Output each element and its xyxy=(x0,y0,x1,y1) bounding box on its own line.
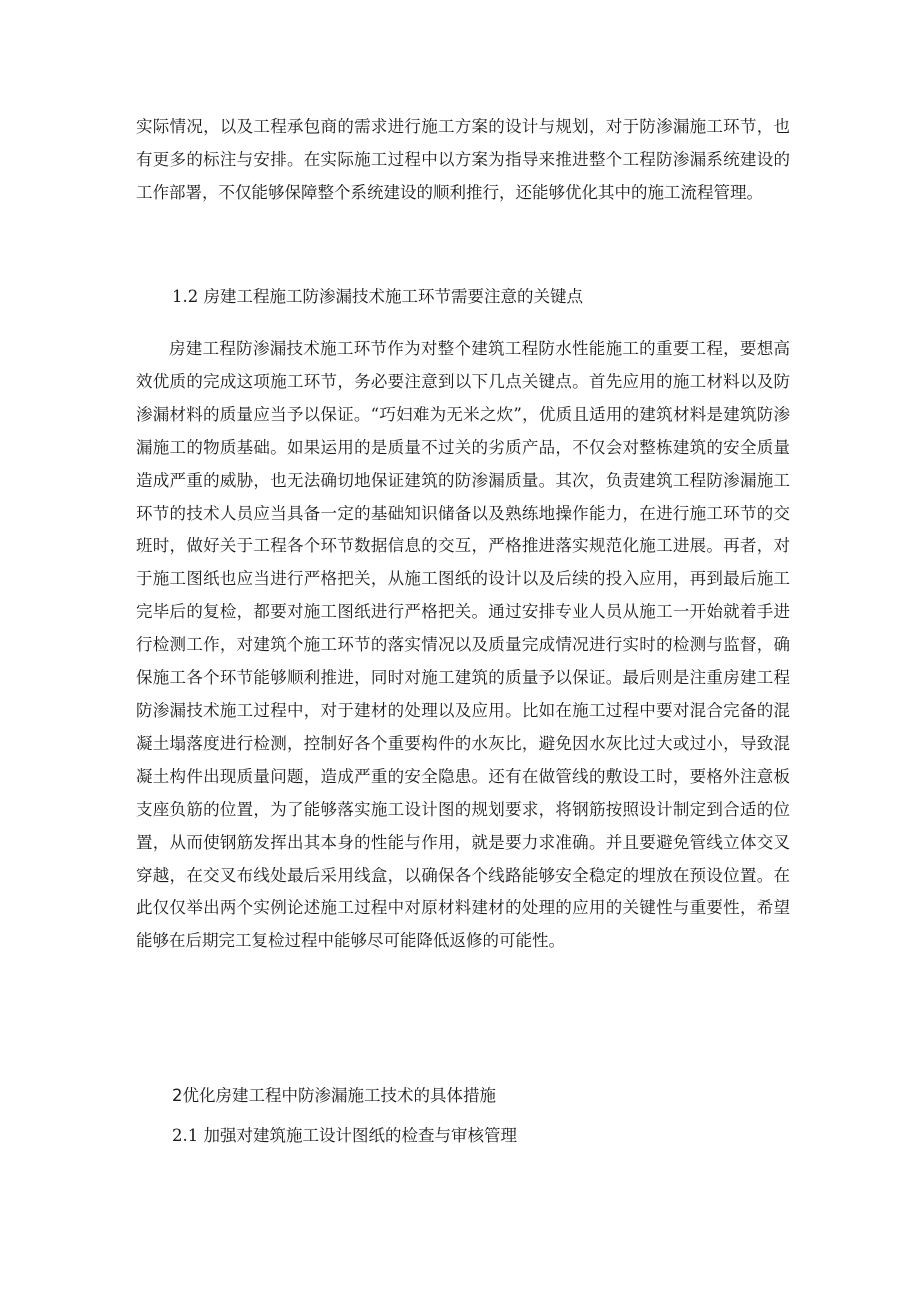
paragraph-key-points: 房建工程防渗漏技术施工环节作为对整个建筑工程防水性能施工的重要工程，要想高效优质的完成这项施工环节，务必要注意到以下几点关键点。首先应用的施工材料以及防渗漏材料的质量应当予以保证。“巧妇难为无米之炊”，优质且适用的建筑材料是建筑防渗漏施工的物质基础。如果运用的是质量不过关的劣质产品，不仅会对整栋建筑的安全质量造成严重的威胁，也无法确切地保证建筑的防渗漏质量。其次，负责建筑工程防渗漏施工环节的技术人员应当具备一定的基础知识储备以及熟练地操作能力，在进行施工环节的交班时，做好关于工程各个环节数据信息的交互，严格推进落实规范化施工进展。再者，对于施工图纸也应当进行严格把关，从施工图纸的设计以及后续的投入应用，再到最后施工完毕后的复检，都要对施工图纸进行严格把关。通过安排专业人员从施工一开始就着手进行检测工作，对建筑个施工环节的落实情况以及质量完成情况进行实时的检测与监督，确保施工各个环节能够顺利推进，同时对施工建筑的质量予以保证。最后则是注重房建工程防渗漏技术施工过程中，对于建材的处理以及应用。比如在施工过程中要对混合完备的混凝土塌落度进行检测，控制好各个重要构件的水灰比，避免因水灰比过大或过小，导致混凝土构件出现质量问题，造成严重的安全隐患。还有在做管线的敷设工时，要格外注意板支座负筋的位置，为了能够落实施工设计图的规划要求，将钢筋按照设计制定到合适的位置，从而使钢筋发挥出其本身的性能与作用，就是要力求准确。并且要避免管线立体交叉穿越，在交叉布线处最后采用线盒，以确保各个线路能够安全稳定的埋放在预设位置。在此仅仅举出两个实例论述施工过程中对原材料建材的处理的应用的关键性与重要性，希望能够在后期完工复检过程中能够尽可能降低返修的可能性。 xyxy=(136,339,790,951)
section-heading-2-1: 2.1 加强对建筑施工设计图纸的检查与审核管理 xyxy=(172,1126,517,1145)
section-heading-1-2: 1.2 房建工程施工防渗漏技术施工环节需要注意的关键点 xyxy=(172,287,583,306)
paragraph-continued: 实际情况，以及工程承包商的需求进行施工方案的设计与规划，对于防渗漏施工环节，也有更多的标注与安排。在实际施工过程中以方案为指导来推进整个工程防渗漏系统建设的工作部署，不仅能够保障整个系统建设的顺利推行，还能够优化其中的施工流程管理。 xyxy=(136,117,790,202)
section-heading-2: 2优化房建工程中防渗漏施工技术的具体措施 xyxy=(172,1086,496,1105)
